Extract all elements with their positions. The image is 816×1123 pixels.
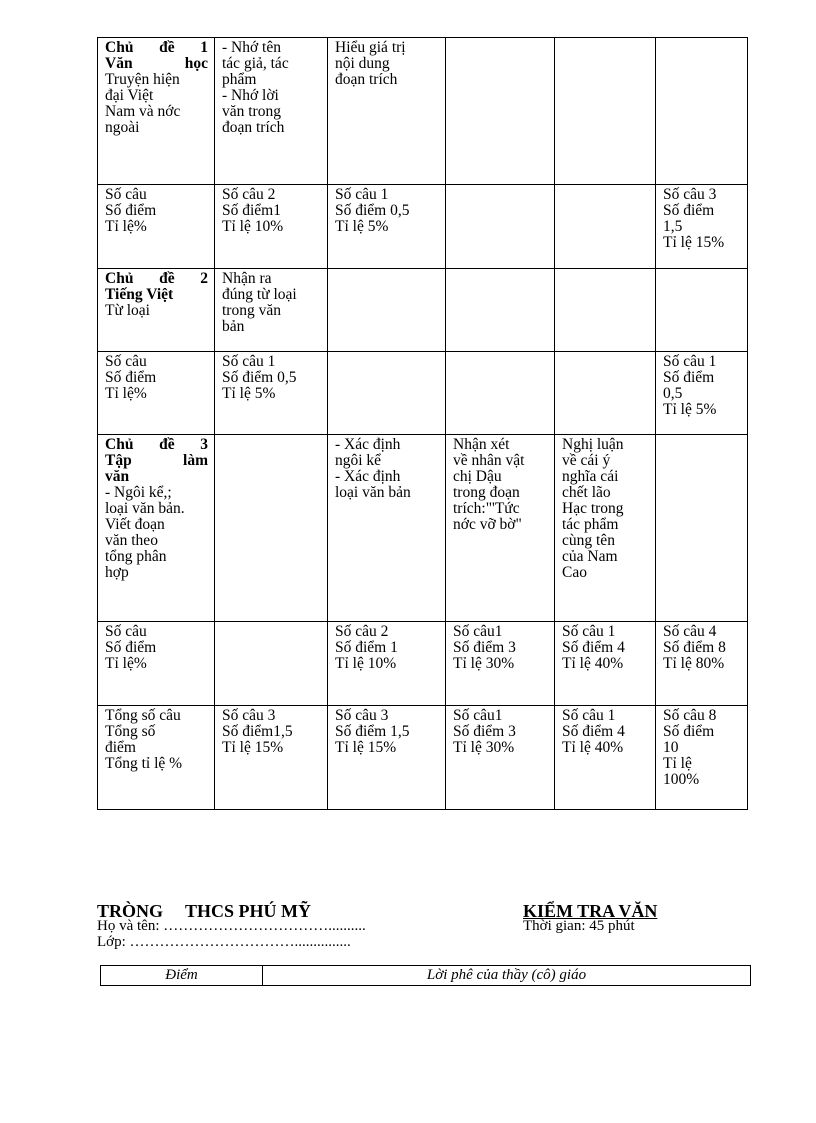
- matrix-cell: [328, 38, 446, 185]
- cell-line: Số điểm: [663, 723, 715, 740]
- cell-line: Tỉ lệ 5%: [335, 218, 389, 235]
- cell-line: ngôi kể: [335, 452, 382, 469]
- matrix-cell: [328, 435, 446, 622]
- matrix-row: [98, 622, 748, 706]
- matrix-cell: [446, 38, 555, 185]
- cell-line: trong đoạn: [453, 484, 520, 501]
- matrix-cell: [656, 706, 748, 810]
- cell-line: bản: [222, 318, 245, 335]
- matrix-cell: [446, 269, 555, 352]
- matrix-cell: [555, 38, 656, 185]
- cell-line: Số câu1: [453, 623, 503, 640]
- cell-line: ngoài: [105, 119, 140, 136]
- topic-cell: [98, 706, 215, 810]
- cell-line: Hạc trong: [562, 500, 624, 517]
- matrix-row: [98, 706, 748, 810]
- cell-line: Viết đoạn: [105, 516, 165, 533]
- cell-line: Số điểm: [105, 202, 157, 219]
- cell-line: Số điểm1: [222, 202, 281, 219]
- cell-line: Số câu 2: [335, 623, 389, 640]
- matrix-cell: [328, 352, 446, 435]
- cell-line: 0,5: [663, 385, 683, 402]
- matrix-cell: [215, 352, 328, 435]
- matrix-cell: [215, 435, 328, 622]
- matrix-cell: [446, 706, 555, 810]
- cell-line: đoạn trích: [222, 119, 285, 136]
- cell-line: loại văn bản: [335, 484, 411, 501]
- cell-line: 100%: [663, 771, 700, 788]
- cell-line: Nghị luận: [562, 436, 624, 453]
- cell-line: chị Dậu: [453, 468, 502, 485]
- cell-line: trích:"'Tức: [453, 500, 520, 517]
- cell-line: tác phẩm: [562, 516, 619, 533]
- cell-line: Tỉ lệ 10%: [335, 655, 397, 672]
- cell-line: Tỉ lệ 80%: [663, 655, 725, 672]
- cell-line: Cao: [562, 564, 587, 581]
- matrix-row: [98, 269, 748, 352]
- topic-title: Chủ đề 1: [105, 39, 208, 56]
- cell-line: Hiểu giá trị: [335, 39, 406, 56]
- cell-line: Tỉ lệ 5%: [663, 401, 717, 418]
- cell-line: văn trong: [222, 103, 281, 120]
- cell-line: Số câu: [105, 623, 147, 640]
- matrix-cell: [656, 622, 748, 706]
- cell-line: Số điểm: [105, 369, 157, 386]
- cell-line: Từ loại: [105, 302, 150, 319]
- score-comment-box: [100, 965, 751, 986]
- cell-line: Số câu 1: [335, 186, 389, 203]
- topic-title: Chủ đề 3: [105, 436, 208, 453]
- cell-line: về cái ý: [562, 452, 611, 469]
- matrix-cell: [215, 622, 328, 706]
- cell-line: phẩm: [222, 71, 257, 88]
- cell-line: Tỉ lệ 15%: [222, 739, 284, 756]
- cell-line: Số điểm 1,5: [335, 723, 410, 740]
- cell-line: Số điểm: [105, 639, 157, 656]
- topic-cell: [98, 269, 215, 352]
- cell-line: Số câu 1: [663, 353, 717, 370]
- cell-line: Số điểm: [663, 202, 715, 219]
- cell-line: Số câu 1: [562, 707, 616, 724]
- topic-cell: [98, 352, 215, 435]
- matrix-cell: [446, 352, 555, 435]
- cell-line: Số câu: [105, 353, 147, 370]
- matrix-cell: [215, 185, 328, 269]
- matrix-cell: [555, 706, 656, 810]
- topic-cell: [98, 38, 215, 185]
- cell-line: văn theo: [105, 532, 158, 549]
- cell-line: Số điểm 3: [453, 639, 516, 656]
- cell-line: về nhân vật: [453, 452, 525, 469]
- cell-line: Nam và nớc: [105, 103, 181, 120]
- score-label: Điểm: [101, 966, 263, 986]
- school-name-main: THCS PHÚ MỸ: [185, 901, 312, 921]
- matrix-row: [98, 435, 748, 622]
- cell-line: của Nam: [562, 548, 618, 565]
- cell-line: Tỉ lệ 15%: [335, 739, 397, 756]
- cell-line: Tỉ lệ 30%: [453, 655, 515, 672]
- school-name-prefix: TRÒNG: [97, 901, 164, 921]
- cell-line: Tỉ lệ: [663, 755, 692, 772]
- cell-line: Số câu: [105, 186, 147, 203]
- cell-line: Tỉ lệ 15%: [663, 234, 725, 251]
- cell-line: nội dung: [335, 55, 390, 72]
- cell-line: Nhận ra: [222, 270, 272, 287]
- matrix-body: [98, 38, 748, 810]
- matrix-cell: [555, 185, 656, 269]
- cell-line: hợp: [105, 564, 129, 581]
- exam-matrix-table: [97, 37, 748, 810]
- cell-line: Tỉ lệ 5%: [222, 385, 276, 402]
- exam-title: KIỂM TRA VĂN: [523, 901, 658, 921]
- exam-time: Thời gian: 45 phút: [523, 918, 635, 934]
- cell-line: Số điểm 0,5: [335, 202, 410, 219]
- student-class-field: Lớp: ……………………………...............: [97, 934, 351, 950]
- matrix-row: [98, 352, 748, 435]
- cell-line: Số câu 4: [663, 623, 717, 640]
- topic-title: Chủ đề 2: [105, 270, 208, 287]
- topic-title: văn: [105, 468, 130, 485]
- cell-line: Tổng số câu: [105, 707, 181, 724]
- cell-line: Số câu 3: [222, 707, 276, 724]
- cell-line: - Xác định: [335, 468, 401, 485]
- cell-line: Tỉ lệ 10%: [222, 218, 284, 235]
- cell-line: điểm: [105, 739, 136, 756]
- cell-line: trong văn: [222, 302, 281, 319]
- cell-line: - Ngôi kể,;: [105, 484, 172, 501]
- matrix-cell: [215, 706, 328, 810]
- cell-line: Số câu1: [453, 707, 503, 724]
- cell-line: tác giả, tác: [222, 55, 289, 72]
- cell-line: 1,5: [663, 218, 683, 235]
- topic-title: Tập làm: [105, 452, 208, 469]
- cell-line: Số điểm 4: [562, 639, 625, 656]
- matrix-cell: [215, 269, 328, 352]
- matrix-cell: [446, 622, 555, 706]
- topic-title: Tiếng Việt: [105, 286, 174, 303]
- cell-line: Tổng tỉ lệ %: [105, 755, 183, 772]
- cell-line: - Nhớ lời: [222, 87, 279, 104]
- cell-line: - Nhớ tên: [222, 39, 281, 56]
- matrix-cell: [328, 706, 446, 810]
- cell-line: loại văn bản.: [105, 500, 185, 517]
- cell-line: Số câu 3: [335, 707, 389, 724]
- matrix-cell: [446, 435, 555, 622]
- cell-line: Tỉ lệ%: [105, 218, 147, 235]
- cell-line: - Xác định: [335, 436, 401, 453]
- cell-line: Tổng số: [105, 723, 156, 740]
- cell-line: Số câu 1: [562, 623, 616, 640]
- matrix-cell: [555, 269, 656, 352]
- teacher-comment-label: Lời phê của thầy (cô) giáo: [263, 966, 751, 986]
- cell-line: Số câu 1: [222, 353, 276, 370]
- cell-line: nớc vỡ bờ": [453, 516, 522, 533]
- matrix-cell: [328, 269, 446, 352]
- cell-line: Số điểm 0,5: [222, 369, 297, 386]
- cell-line: đoạn trích: [335, 71, 398, 88]
- cell-line: Số điểm 3: [453, 723, 516, 740]
- matrix-row: [98, 185, 748, 269]
- matrix-row: [98, 38, 748, 185]
- cell-line: Nhận xét: [453, 436, 510, 453]
- cell-line: nghĩa cái: [562, 468, 619, 485]
- cell-line: Số câu 3: [663, 186, 717, 203]
- cell-line: Số điểm1,5: [222, 723, 293, 740]
- cell-line: 10: [663, 739, 679, 756]
- cell-line: Số câu 8: [663, 707, 717, 724]
- matrix-cell: [215, 38, 328, 185]
- cell-line: Truyện hiện: [105, 71, 180, 88]
- cell-line: Số điểm 1: [335, 639, 398, 656]
- cell-line: đúng từ loại: [222, 286, 297, 303]
- matrix-cell: [555, 435, 656, 622]
- topic-cell: [98, 435, 215, 622]
- cell-line: Tỉ lệ 30%: [453, 739, 515, 756]
- cell-line: Tỉ lệ 40%: [562, 739, 624, 756]
- matrix-cell: [328, 622, 446, 706]
- cell-line: đại Việt: [105, 87, 154, 104]
- matrix-cell: [656, 435, 748, 622]
- matrix-cell: [656, 269, 748, 352]
- student-name-field: Họ và tên: ……………………………..........: [97, 918, 366, 934]
- matrix-cell: [555, 622, 656, 706]
- cell-line: tổng phân: [105, 548, 167, 565]
- cell-line: Tỉ lệ%: [105, 655, 147, 672]
- cell-line: Số câu 2: [222, 186, 276, 203]
- matrix-cell: [656, 38, 748, 185]
- topic-cell: [98, 622, 215, 706]
- matrix-cell: [446, 185, 555, 269]
- topic-cell: [98, 185, 215, 269]
- cell-line: chết lão: [562, 484, 611, 501]
- exam-header: [97, 902, 747, 962]
- cell-line: Tỉ lệ 40%: [562, 655, 624, 672]
- matrix-cell: [656, 352, 748, 435]
- cell-line: Số điểm 4: [562, 723, 625, 740]
- cell-line: Tỉ lệ%: [105, 385, 147, 402]
- matrix-cell: [555, 352, 656, 435]
- cell-line: cùng tên: [562, 532, 615, 549]
- cell-line: Số điểm 8: [663, 639, 726, 656]
- matrix-cell: [656, 185, 748, 269]
- cell-line: Số điểm: [663, 369, 715, 386]
- topic-title: Văn học: [105, 55, 208, 72]
- matrix-cell: [328, 185, 446, 269]
